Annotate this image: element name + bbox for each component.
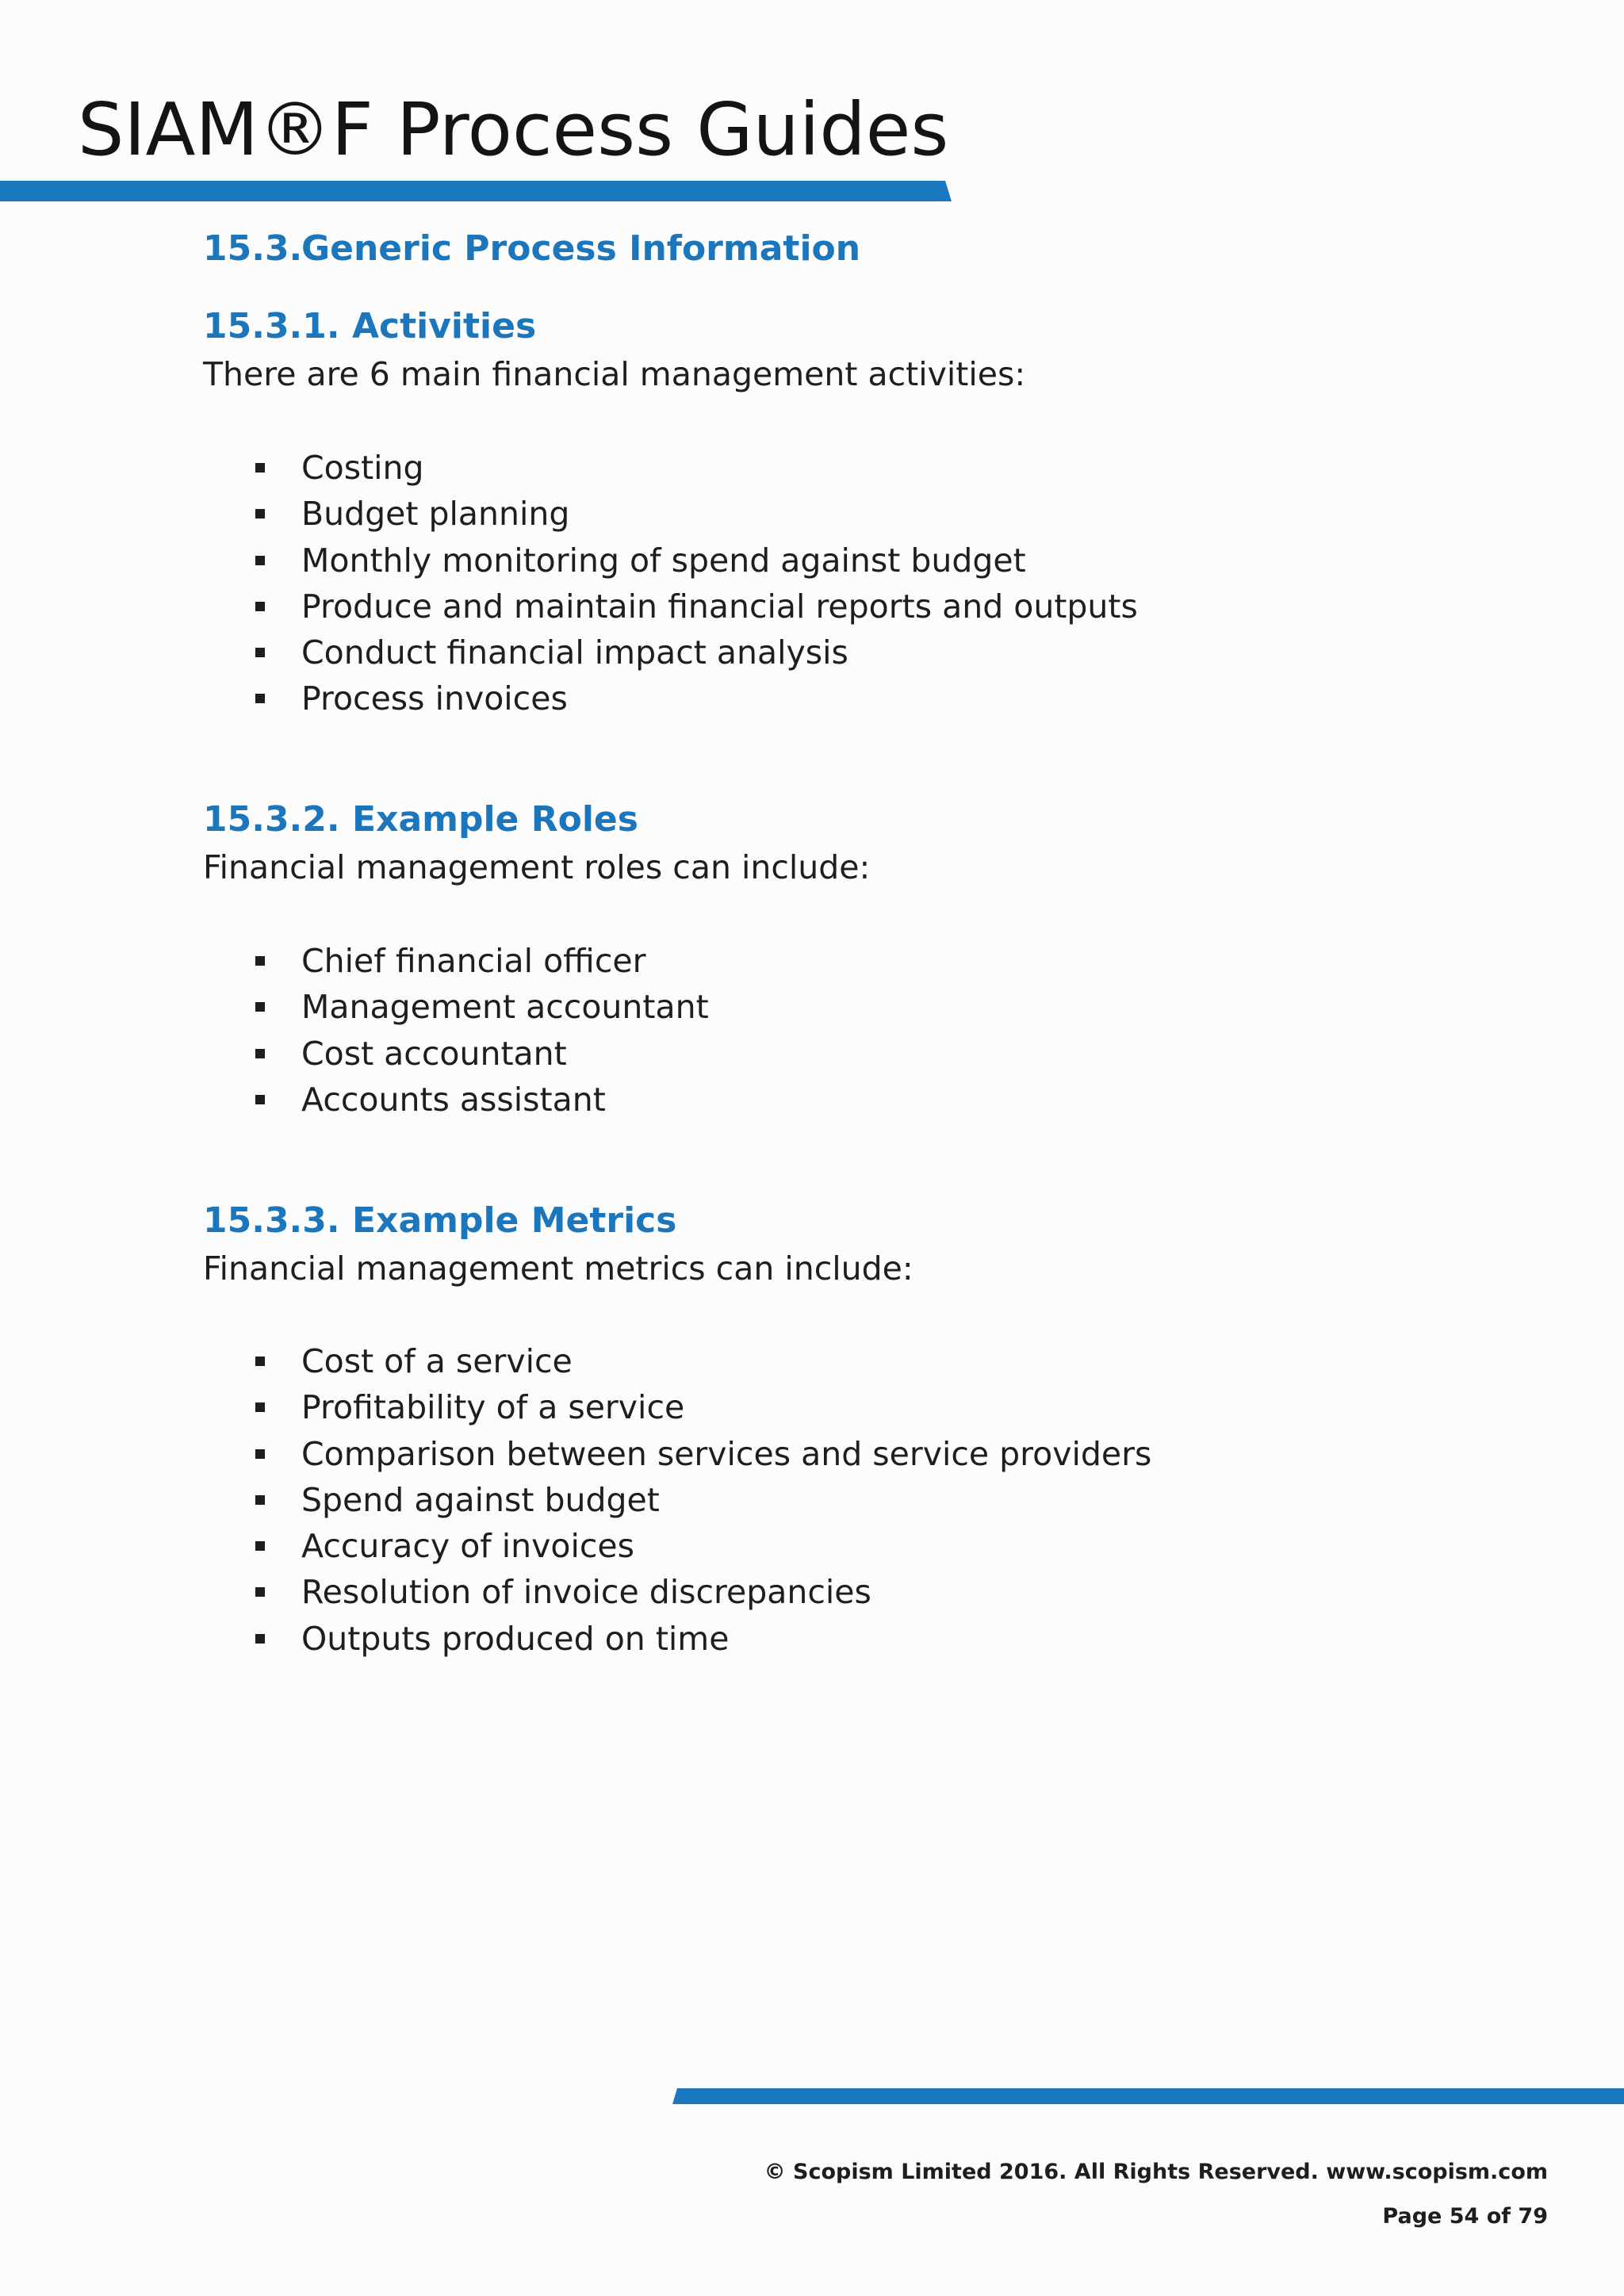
roles-heading bbox=[203, 799, 638, 840]
bullet-icon bbox=[255, 463, 265, 473]
activities-number: 15.3.1. bbox=[203, 306, 340, 346]
metrics-title: Example Metrics bbox=[352, 1200, 677, 1241]
bullet-icon bbox=[255, 1587, 265, 1597]
bullet-icon bbox=[255, 602, 265, 611]
activities-heading bbox=[203, 306, 537, 346]
bullet-icon bbox=[255, 1541, 265, 1551]
list-item-text: Management accountant bbox=[301, 988, 709, 1027]
list-item-text: Accuracy of invoices bbox=[301, 1527, 635, 1566]
list-item-text: Outputs produced on time bbox=[301, 1619, 730, 1658]
section-number: 15.3. bbox=[203, 228, 303, 269]
bullet-icon bbox=[255, 509, 265, 519]
list-item-text: Conduct financial impact analysis bbox=[301, 633, 848, 672]
section-heading bbox=[203, 228, 861, 269]
list-item-text: Cost accountant bbox=[301, 1034, 567, 1073]
footer-page-number: Page 54 of 79 bbox=[1382, 2204, 1548, 2229]
list-item-text: Costing bbox=[301, 449, 424, 487]
bullet-icon bbox=[255, 1002, 265, 1012]
bullet-icon bbox=[255, 1357, 265, 1366]
bullet-icon bbox=[255, 1049, 265, 1058]
bullet-icon bbox=[255, 1402, 265, 1412]
header-accent-bar bbox=[0, 181, 952, 201]
metrics-intro: Financial management metrics can include: bbox=[203, 1249, 914, 1288]
bullet-icon bbox=[255, 1449, 265, 1459]
list-item-text: Comparison between services and service providers bbox=[301, 1434, 1152, 1473]
metrics-number: 15.3.3. bbox=[203, 1200, 340, 1241]
list-item-text: Cost of a service bbox=[301, 1342, 573, 1380]
list-item-text: Chief financial officer bbox=[301, 942, 646, 980]
bullet-icon bbox=[255, 556, 265, 565]
bullet-icon bbox=[255, 1495, 265, 1505]
bullet-icon bbox=[255, 1634, 265, 1644]
list-item-text: Produce and maintain financial reports and outputs bbox=[301, 587, 1138, 626]
document-title: SIAM®F Process Guides bbox=[78, 87, 949, 172]
roles-title: Example Roles bbox=[352, 799, 638, 840]
list-item-text: Profitability of a service bbox=[301, 1388, 685, 1427]
bullet-icon bbox=[255, 694, 265, 703]
roles-intro: Financial management roles can include: bbox=[203, 848, 871, 886]
metrics-heading bbox=[203, 1200, 677, 1241]
list-item-text: Accounts assistant bbox=[301, 1080, 606, 1119]
list-item-text: Process invoices bbox=[301, 679, 568, 718]
activities-intro: There are 6 main financial management activities: bbox=[203, 355, 1026, 393]
bullet-icon bbox=[255, 1095, 265, 1104]
list-item-text: Spend against budget bbox=[301, 1480, 660, 1519]
activities-title: Activities bbox=[352, 306, 537, 346]
section-title: Generic Process Information bbox=[301, 228, 861, 269]
list-item-text: Budget planning bbox=[301, 495, 570, 534]
footer-accent-bar bbox=[672, 2088, 1624, 2104]
bullet-icon bbox=[255, 956, 265, 966]
roles-number: 15.3.2. bbox=[203, 799, 340, 840]
footer-copyright: © Scopism Limited 2016. All Rights Reserved. www.scopism.com bbox=[764, 2160, 1548, 2184]
bullet-icon bbox=[255, 648, 265, 657]
list-item-text: Monthly monitoring of spend against budget bbox=[301, 541, 1026, 580]
list-item-text: Resolution of invoice discrepancies bbox=[301, 1573, 871, 1612]
